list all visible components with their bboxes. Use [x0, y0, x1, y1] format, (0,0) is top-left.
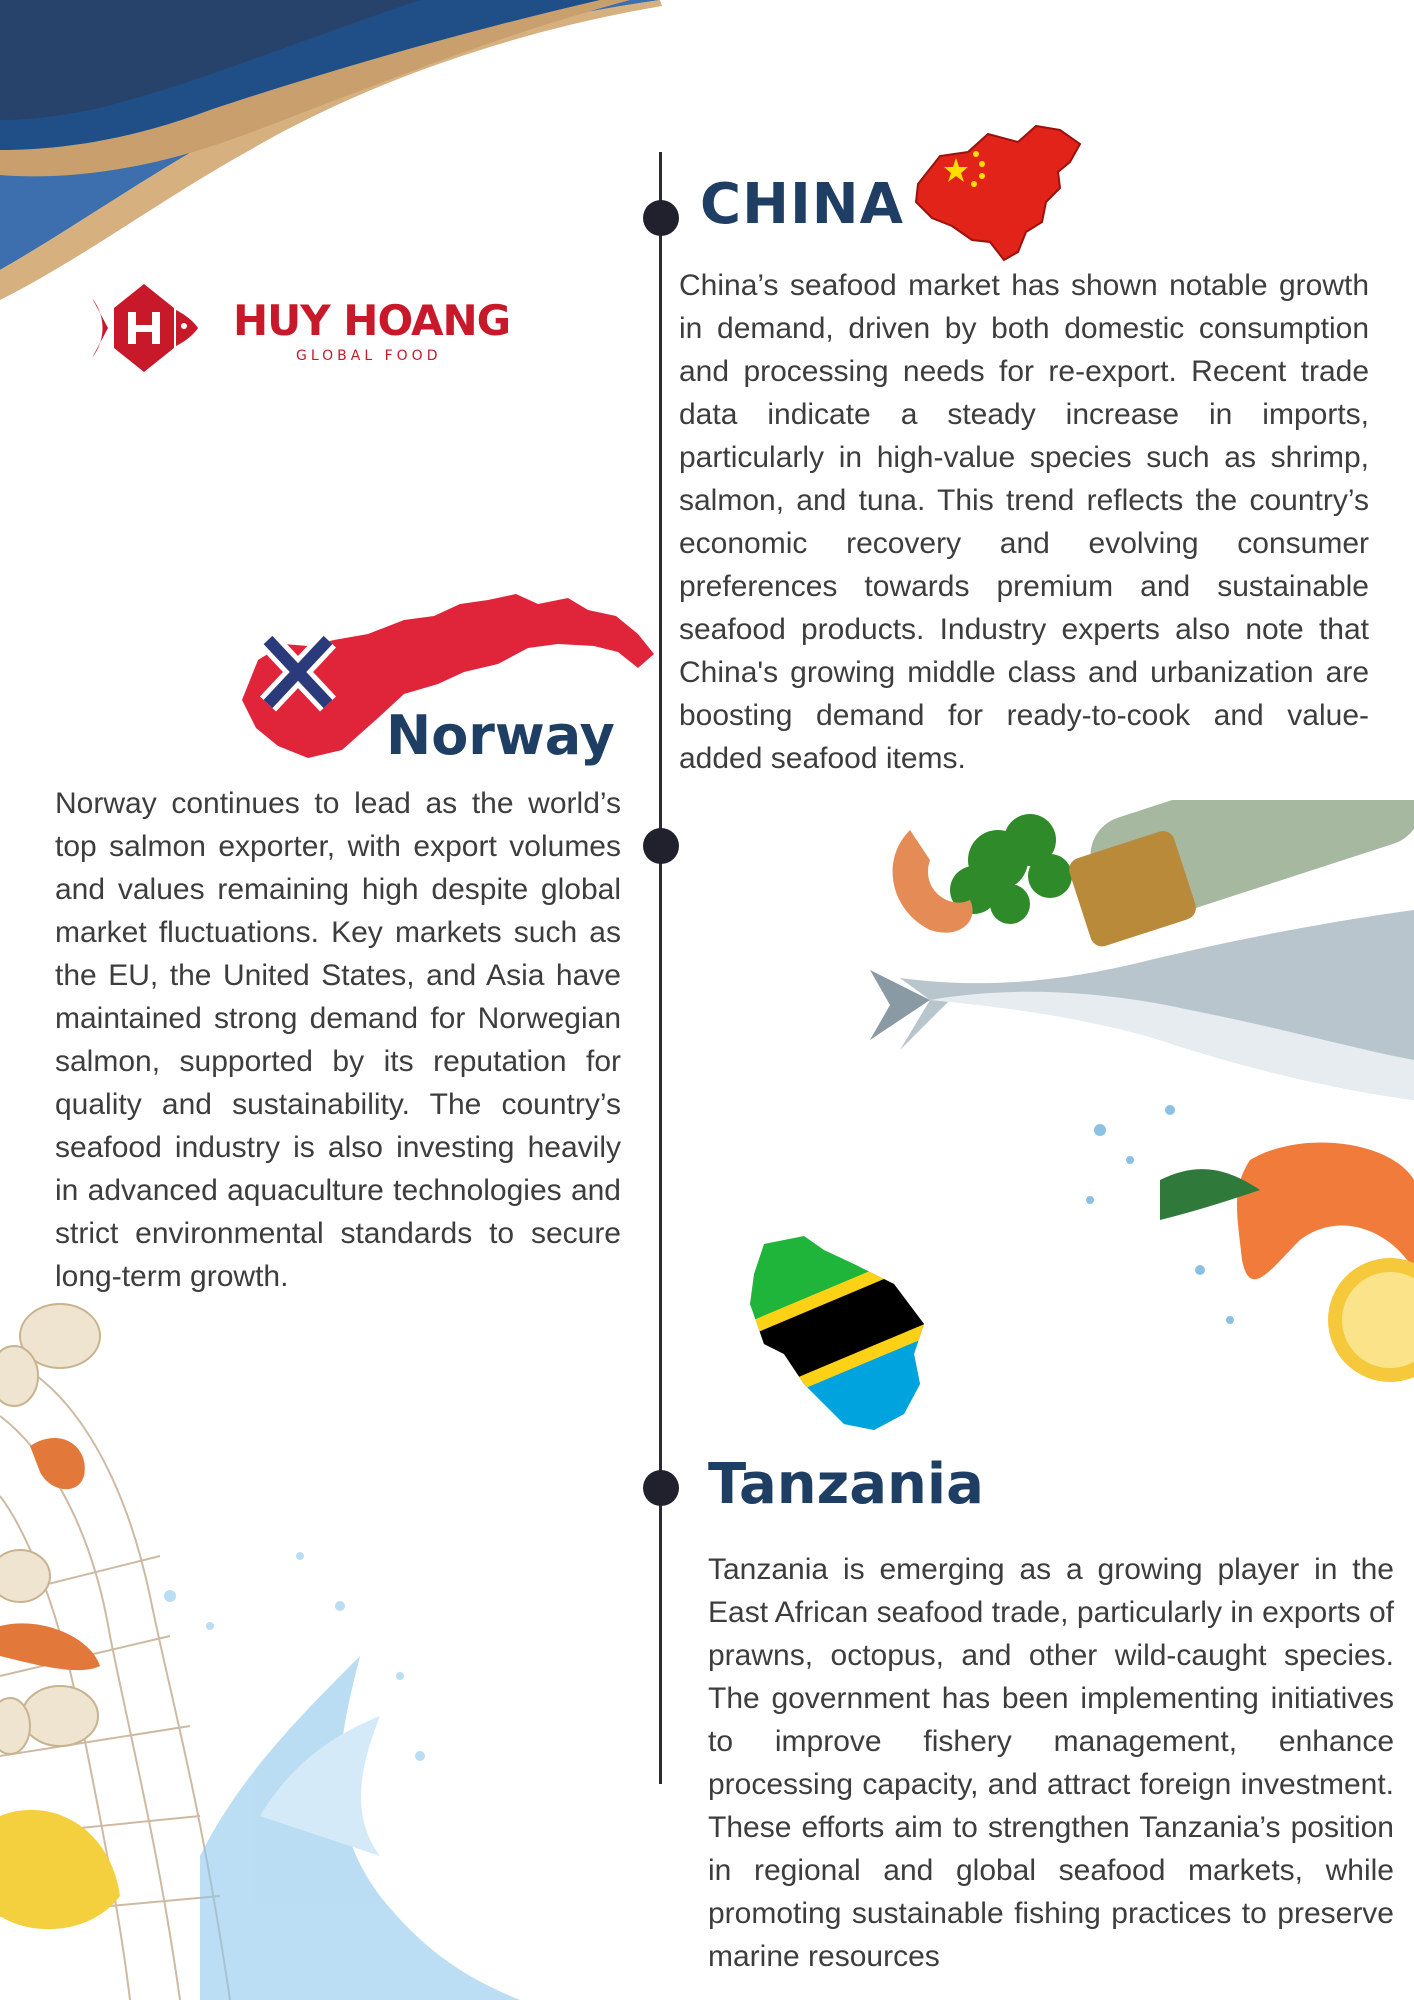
fish: [870, 910, 1414, 1100]
norway-paragraph: Norway continues to lead as the world’s top salmon exporter, with export volumes and values remaining high despite global market fluctuations. Key markets such as the EU, the United States, and Asia have maintained strong demand for Norwegian salmon, supported by its reputation for quality and sustainability. The country’s seafood industry is also investing heavily in advanced aquaculture technologies and strict environmental standards to secure long-term growth.: [55, 787, 621, 1293]
brand-name: HUY HOANG: [233, 296, 511, 345]
fish-logo-icon: [88, 282, 200, 374]
china-heading: CHINA: [700, 172, 905, 237]
brand-logo: [88, 282, 511, 382]
tanzania-paragraph: Tanzania is emerging as a growing player in the East African seafood trade, particularly in exports of prawns, octopus, and other wild-caught species. The government has been implementing initiatives to improve fishery management, enhance processing capacity, and attract foreign investment. These efforts aim to strengthen Tanzania’s position in regional and global seafood markets, while promoting sustainable fishing practices to preserve marine resources: [708, 1553, 1394, 1973]
china-map-flag-icon: [910, 122, 1086, 262]
timeline-dot-tanzania: [643, 1470, 679, 1506]
brand-tagline: GLOBAL FOOD: [296, 348, 442, 364]
timeline-dot-norway: [643, 828, 679, 864]
clam-shells: [0, 1304, 100, 1754]
china-paragraph: China’s seafood market has shown notable growth in demand, driven by both domestic consumption and processing needs for re-export. Recent trade data indicate a steady increase in imports, particularly in high-value species such as shrimp, salmon, and tuna. This trend reflects the country’s economic recovery and evolving consumer preferences towards premium and sustainable seafood products. Industry experts also note that China's growing middle class and urbanization are boosting demand for ready-to-cook and value-added seafood items.: [679, 269, 1369, 775]
tanzania-heading: Tanzania: [708, 1452, 984, 1517]
timeline-line: [659, 152, 662, 1784]
norway-heading: Norway: [386, 704, 615, 767]
tanzania-map-flag-icon: [744, 1234, 934, 1434]
timeline-dot-china: [643, 200, 679, 236]
seafood-shellfish-net-illustration: [0, 1296, 560, 2000]
water-splash: [164, 1552, 520, 2000]
